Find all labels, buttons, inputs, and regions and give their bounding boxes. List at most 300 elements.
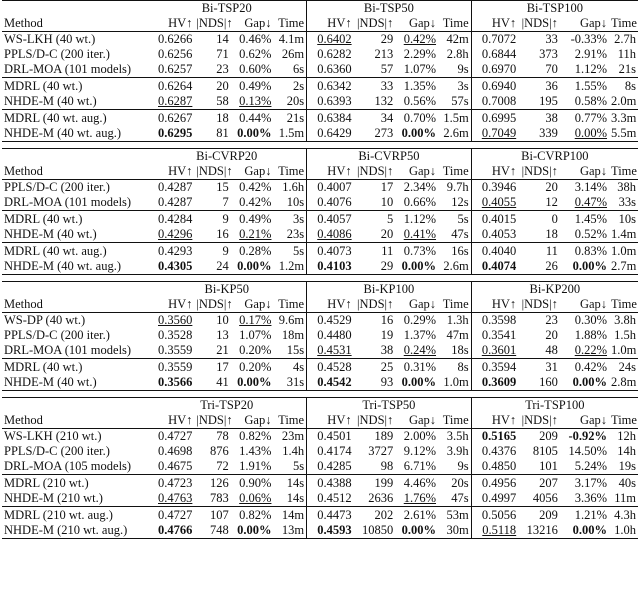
- gap-value: [560, 78, 609, 95]
- hv-value: [307, 359, 354, 376]
- value-text: 21: [216, 343, 229, 357]
- section-spacer: [2, 391, 638, 398]
- value-text: 0.4053: [481, 227, 517, 241]
- value-text: 0.56%: [403, 94, 437, 108]
- value-text: 10: [380, 195, 394, 209]
- gap-value: [395, 259, 438, 275]
- nds-value: [518, 429, 560, 445]
- value-text: 0.4015: [481, 212, 517, 226]
- gap-header: Gap↓: [231, 297, 274, 313]
- problem-name: Bi-TSP50: [307, 1, 472, 17]
- gap-value: [395, 429, 438, 445]
- value-text: 0.00%: [401, 375, 437, 389]
- nds-value: [194, 375, 230, 391]
- value-text: 3727: [368, 444, 394, 458]
- value-text: -0.92%: [568, 429, 608, 443]
- value-text: 0.4284: [158, 212, 193, 226]
- value-text: 9: [222, 212, 229, 226]
- value-text: 0.00%: [237, 259, 272, 273]
- value-text: 2.8m: [611, 375, 637, 389]
- value-text: 0.4376: [481, 444, 517, 458]
- best-value: [237, 375, 271, 389]
- value-text: 0.46%: [239, 32, 272, 46]
- hv-value: [307, 227, 354, 243]
- value-text: 0.4501: [317, 429, 352, 443]
- value-text: 0.42%: [574, 360, 608, 374]
- value-text: 3.8h: [614, 313, 636, 327]
- value-text: 9.12%: [403, 444, 437, 458]
- time-value: [273, 313, 306, 329]
- value-text: 47s: [451, 491, 469, 505]
- gap-value: [395, 47, 438, 62]
- hv-header: HV↑: [307, 164, 354, 180]
- gap-header: Gap↓: [395, 164, 438, 180]
- underlined-value: [482, 126, 516, 140]
- underlined-value: [482, 523, 516, 537]
- method-header: Method: [2, 16, 147, 32]
- value-text: 0.4296: [158, 227, 193, 241]
- gap-value: [395, 62, 438, 78]
- value-text: 0.4997: [481, 491, 517, 505]
- value-text: 9.7h: [446, 180, 469, 194]
- time-value: [609, 78, 638, 95]
- value-text: 34: [380, 111, 394, 125]
- method-header: Method: [2, 297, 147, 313]
- nds-value: [194, 313, 230, 329]
- value-text: 1.07%: [239, 328, 272, 342]
- gap-value: [231, 180, 274, 196]
- gap-value: [231, 243, 274, 260]
- hv-value: [147, 195, 194, 211]
- method-name: MDRL (40 wt. aug.): [4, 244, 107, 258]
- value-text: 0.4057: [317, 212, 352, 226]
- value-text: 14s: [286, 491, 305, 505]
- nds-value: [194, 32, 230, 48]
- gap-value: [231, 491, 274, 507]
- gap-value: [560, 507, 609, 524]
- value-text: 9.6m: [278, 313, 305, 327]
- nds-value: [354, 110, 396, 127]
- gap-value: [560, 47, 609, 62]
- value-text: 1.43%: [239, 444, 272, 458]
- nds-value: [518, 110, 560, 127]
- gap-value: [395, 507, 438, 524]
- value-text: 0.21%: [239, 227, 272, 241]
- value-text: 25: [380, 360, 394, 374]
- table-row: [2, 126, 638, 142]
- gap-value: [560, 243, 609, 260]
- time-value: [273, 343, 306, 359]
- gap-value: [560, 259, 609, 275]
- time-value: [273, 94, 306, 110]
- time-value: [438, 429, 471, 445]
- gap-value: [560, 459, 609, 475]
- hv-value: [307, 328, 354, 343]
- gap-value: [231, 62, 274, 78]
- time-value: [438, 313, 471, 329]
- problem-name: Bi-CVRP100: [471, 149, 638, 165]
- gap-value: [395, 94, 438, 110]
- gap-value: [560, 444, 609, 459]
- value-text: 21s: [286, 111, 305, 125]
- value-text: 0.4174: [317, 444, 352, 458]
- value-text: 0.06%: [239, 491, 272, 505]
- time-value: [438, 343, 471, 359]
- nds-header: |NDS|↑: [354, 164, 396, 180]
- nds-value: [354, 180, 396, 196]
- gap-value: [395, 523, 438, 539]
- method-name: NHDE-M (40 wt. aug.): [2, 126, 147, 142]
- table-row: [2, 195, 638, 211]
- method-name: NHDE-M (210 wt.): [2, 491, 147, 507]
- table-row: [2, 444, 638, 459]
- value-text: 16s: [451, 244, 469, 258]
- nds-value: [354, 359, 396, 376]
- gap-value: [560, 94, 609, 110]
- value-text: 0.6295: [158, 126, 193, 140]
- value-text: 0.4055: [481, 195, 517, 209]
- time-value: [273, 259, 306, 275]
- time-value: [273, 523, 306, 539]
- nds-value: [194, 259, 230, 275]
- hv-value: [471, 475, 518, 492]
- table-row: [2, 328, 638, 343]
- value-text: 207: [539, 476, 558, 490]
- time-value: [609, 429, 638, 445]
- gap-value: [231, 523, 274, 539]
- time-value: [273, 211, 306, 228]
- value-text: 3.17%: [574, 476, 608, 490]
- gap-value: [560, 328, 609, 343]
- value-text: 14h: [617, 444, 636, 458]
- nds-value: [518, 180, 560, 196]
- value-text: 0.4528: [317, 360, 352, 374]
- time-value: [438, 126, 471, 142]
- value-text: 2.8h: [446, 47, 469, 61]
- value-text: 38: [380, 343, 394, 357]
- time-value: [438, 110, 471, 127]
- value-text: 0.13%: [239, 94, 272, 108]
- gap-header: Gap↓: [560, 297, 609, 313]
- hv-header: HV↑: [471, 16, 518, 32]
- value-text: 19s: [618, 459, 636, 473]
- underlined-value: [317, 227, 351, 241]
- nds-value: [194, 429, 230, 445]
- value-text: 0.4086: [317, 227, 352, 241]
- nds-value: [518, 243, 560, 260]
- hv-value: [471, 375, 518, 391]
- value-text: 11m: [614, 491, 636, 505]
- column-header-row: [2, 164, 638, 180]
- value-text: 57: [380, 62, 394, 76]
- problem-name: Bi-KP200: [471, 282, 638, 298]
- value-text: 4s: [292, 360, 305, 374]
- value-text: 107: [209, 508, 229, 522]
- value-text: 40s: [618, 476, 636, 490]
- time-header: Time: [438, 164, 471, 180]
- nds-value: [518, 211, 560, 228]
- time-value: [609, 32, 638, 48]
- gap-value: [231, 444, 274, 459]
- value-text: 4056: [532, 491, 558, 505]
- time-value: [438, 359, 471, 376]
- value-text: 2.61%: [403, 508, 437, 522]
- nds-value: [354, 444, 396, 459]
- empty-cell: [2, 149, 147, 165]
- gap-value: [395, 32, 438, 48]
- gap-value: [395, 359, 438, 376]
- table-row: [2, 475, 638, 492]
- time-value: [438, 227, 471, 243]
- value-text: 23m: [281, 429, 305, 443]
- nds-value: [354, 259, 396, 275]
- table-row: [2, 211, 638, 228]
- time-value: [273, 195, 306, 211]
- value-text: 18m: [281, 328, 305, 342]
- nds-value: [354, 47, 396, 62]
- hv-value: [307, 243, 354, 260]
- value-text: 0.6429: [317, 126, 352, 140]
- value-text: 0.7049: [481, 126, 517, 140]
- hv-header: HV↑: [147, 297, 194, 313]
- gap-value: [560, 110, 609, 127]
- value-text: 0.4473: [317, 508, 352, 522]
- nds-value: [354, 32, 396, 48]
- value-text: 48: [545, 343, 558, 357]
- gap-header: Gap↓: [395, 16, 438, 32]
- value-text: 0.4763: [158, 491, 193, 505]
- gap-value: [231, 313, 274, 329]
- value-text: 6.71%: [403, 459, 437, 473]
- nds-value: [518, 32, 560, 48]
- hv-value: [471, 328, 518, 343]
- value-text: 0.4698: [158, 444, 193, 458]
- gap-value: [395, 211, 438, 228]
- time-value: [438, 459, 471, 475]
- nds-value: [194, 243, 230, 260]
- time-value: [609, 259, 638, 275]
- value-text: 1.6h: [282, 180, 305, 194]
- nds-value: [518, 475, 560, 492]
- time-value: [609, 211, 638, 228]
- gap-header: Gap↓: [560, 413, 609, 429]
- time-value: [273, 126, 306, 142]
- table-row: [2, 359, 638, 376]
- hv-value: [471, 211, 518, 228]
- hv-header: HV↑: [471, 413, 518, 429]
- problem-name: Tri-TSP20: [147, 398, 306, 414]
- table-row: [2, 523, 638, 539]
- value-text: 0.5165: [481, 429, 517, 443]
- hv-value: [147, 507, 194, 524]
- hv-value: [307, 180, 354, 196]
- hv-value: [471, 259, 518, 275]
- table-row: [2, 507, 638, 524]
- hv-value: [307, 523, 354, 539]
- time-header: Time: [438, 16, 471, 32]
- best-value: [237, 523, 271, 537]
- gap-value: [395, 343, 438, 359]
- value-text: 10s: [618, 212, 636, 226]
- problem-name: Bi-KP100: [307, 282, 472, 298]
- table-row: [2, 343, 638, 359]
- value-text: 0.3946: [481, 180, 517, 194]
- underlined-value: [239, 94, 271, 108]
- hv-value: [307, 110, 354, 127]
- method-name: NHDE-M (40 wt. aug.): [2, 259, 147, 275]
- best-value: [158, 375, 192, 389]
- time-header: Time: [611, 16, 637, 30]
- nds-value: [194, 195, 230, 211]
- time-value: [273, 110, 306, 127]
- value-text: 11h: [617, 47, 636, 61]
- time-header: Time: [273, 413, 306, 429]
- value-text: 58: [216, 94, 229, 108]
- value-text: 3.9h: [446, 444, 469, 458]
- value-text: 0.4285: [317, 459, 352, 473]
- time-value: [273, 475, 306, 492]
- nds-value: [354, 375, 396, 391]
- value-text: 7: [222, 195, 229, 209]
- problem-header-row: [2, 1, 638, 17]
- value-text: 0.5056: [481, 508, 517, 522]
- value-text: 15: [216, 180, 229, 194]
- value-text: 5s: [292, 244, 305, 258]
- value-text: 12h: [617, 429, 636, 443]
- value-text: 0.6360: [317, 62, 352, 76]
- value-text: 0.4103: [317, 259, 352, 273]
- nds-value: [354, 243, 396, 260]
- value-text: 14m: [281, 508, 305, 522]
- value-text: 1.4m: [611, 227, 637, 241]
- value-text: 1.07%: [403, 62, 437, 76]
- value-text: 0.52%: [574, 227, 608, 241]
- method-name: WS-LKH (210 wt.): [4, 429, 102, 443]
- best-value: [237, 259, 271, 273]
- value-text: 0.4850: [481, 459, 517, 473]
- nds-value: [354, 94, 396, 110]
- gap-value: [231, 343, 274, 359]
- value-text: 1.0m: [611, 244, 637, 258]
- hv-value: [471, 507, 518, 524]
- value-text: 24s: [618, 360, 636, 374]
- value-text: 101: [539, 459, 558, 473]
- gap-header: Gap↓: [231, 413, 274, 429]
- best-value: [402, 523, 436, 537]
- gap-value: [560, 343, 609, 359]
- gap-value: [395, 126, 438, 142]
- hv-value: [471, 62, 518, 78]
- gap-value: [231, 47, 274, 62]
- value-text: 0.6267: [158, 111, 193, 125]
- value-text: 748: [209, 523, 229, 537]
- hv-value: [147, 78, 194, 95]
- nds-value: [194, 523, 230, 539]
- underlined-value: [239, 227, 271, 241]
- value-text: 0.6287: [158, 94, 193, 108]
- time-value: [609, 444, 638, 459]
- gap-value: [231, 195, 274, 211]
- gap-value: [395, 195, 438, 211]
- time-value: [609, 227, 638, 243]
- section-spacer: [2, 142, 638, 149]
- underlined-value: [158, 94, 192, 108]
- hv-value: [147, 32, 194, 48]
- value-text: 31: [545, 360, 558, 374]
- value-text: 26m: [281, 47, 305, 61]
- value-text: 0.24%: [403, 343, 437, 357]
- hv-value: [147, 313, 194, 329]
- time-value: [609, 47, 638, 62]
- gap-value: [231, 259, 274, 275]
- hv-value: [307, 375, 354, 391]
- spacer-cell: [2, 275, 638, 282]
- value-text: 0.20%: [239, 360, 272, 374]
- value-text: 0.4727: [158, 429, 193, 443]
- hv-value: [471, 32, 518, 48]
- value-text: 8105: [532, 444, 558, 458]
- nds-header: |NDS|↑: [518, 164, 560, 180]
- nds-value: [354, 227, 396, 243]
- method-name: MDRL (40 wt. aug.): [4, 111, 107, 125]
- value-text: 0.6264: [158, 79, 193, 93]
- value-text: 13m: [281, 523, 305, 537]
- value-text: 1.45%: [574, 212, 608, 226]
- hv-value: [307, 32, 354, 48]
- nds-value: [518, 375, 560, 391]
- value-text: 29: [380, 32, 394, 46]
- value-text: 0.6257: [158, 62, 193, 76]
- value-text: 1.2m: [278, 259, 305, 273]
- time-header: Time: [611, 297, 637, 311]
- hv-value: [307, 459, 354, 475]
- value-text: 0.6970: [481, 62, 517, 76]
- table-row: [2, 259, 638, 275]
- table-row: [2, 243, 638, 260]
- value-text: 12s: [451, 195, 469, 209]
- value-text: 1.4h: [282, 444, 305, 458]
- value-text: 0.6940: [481, 79, 517, 93]
- nds-value: [518, 491, 560, 507]
- hv-header: HV↑: [307, 297, 354, 313]
- time-header: Time: [273, 297, 306, 313]
- value-text: 0.3601: [481, 343, 517, 357]
- value-text: 36: [545, 79, 558, 93]
- value-text: 0.6844: [481, 47, 517, 61]
- value-text: 0.4766: [158, 523, 193, 537]
- value-text: 71: [216, 47, 229, 61]
- value-text: 19: [380, 328, 394, 342]
- gap-value: [231, 328, 274, 343]
- value-text: 0.4073: [317, 244, 352, 258]
- value-text: 38: [545, 111, 558, 125]
- hv-value: [471, 459, 518, 475]
- value-text: 0.3541: [481, 328, 517, 342]
- value-text: 0.4388: [317, 476, 352, 490]
- value-text: 213: [374, 47, 394, 61]
- value-text: 0.4007: [317, 180, 352, 194]
- value-text: 20: [545, 328, 558, 342]
- value-text: 0.62%: [239, 47, 272, 61]
- nds-value: [518, 359, 560, 376]
- value-text: 18: [545, 227, 558, 241]
- empty-cell: [2, 282, 147, 298]
- value-text: 41: [216, 375, 229, 389]
- value-text: 1.21%: [574, 508, 608, 522]
- value-text: 0.22%: [574, 343, 608, 357]
- value-text: 0.4040: [481, 244, 517, 258]
- hv-value: [471, 359, 518, 376]
